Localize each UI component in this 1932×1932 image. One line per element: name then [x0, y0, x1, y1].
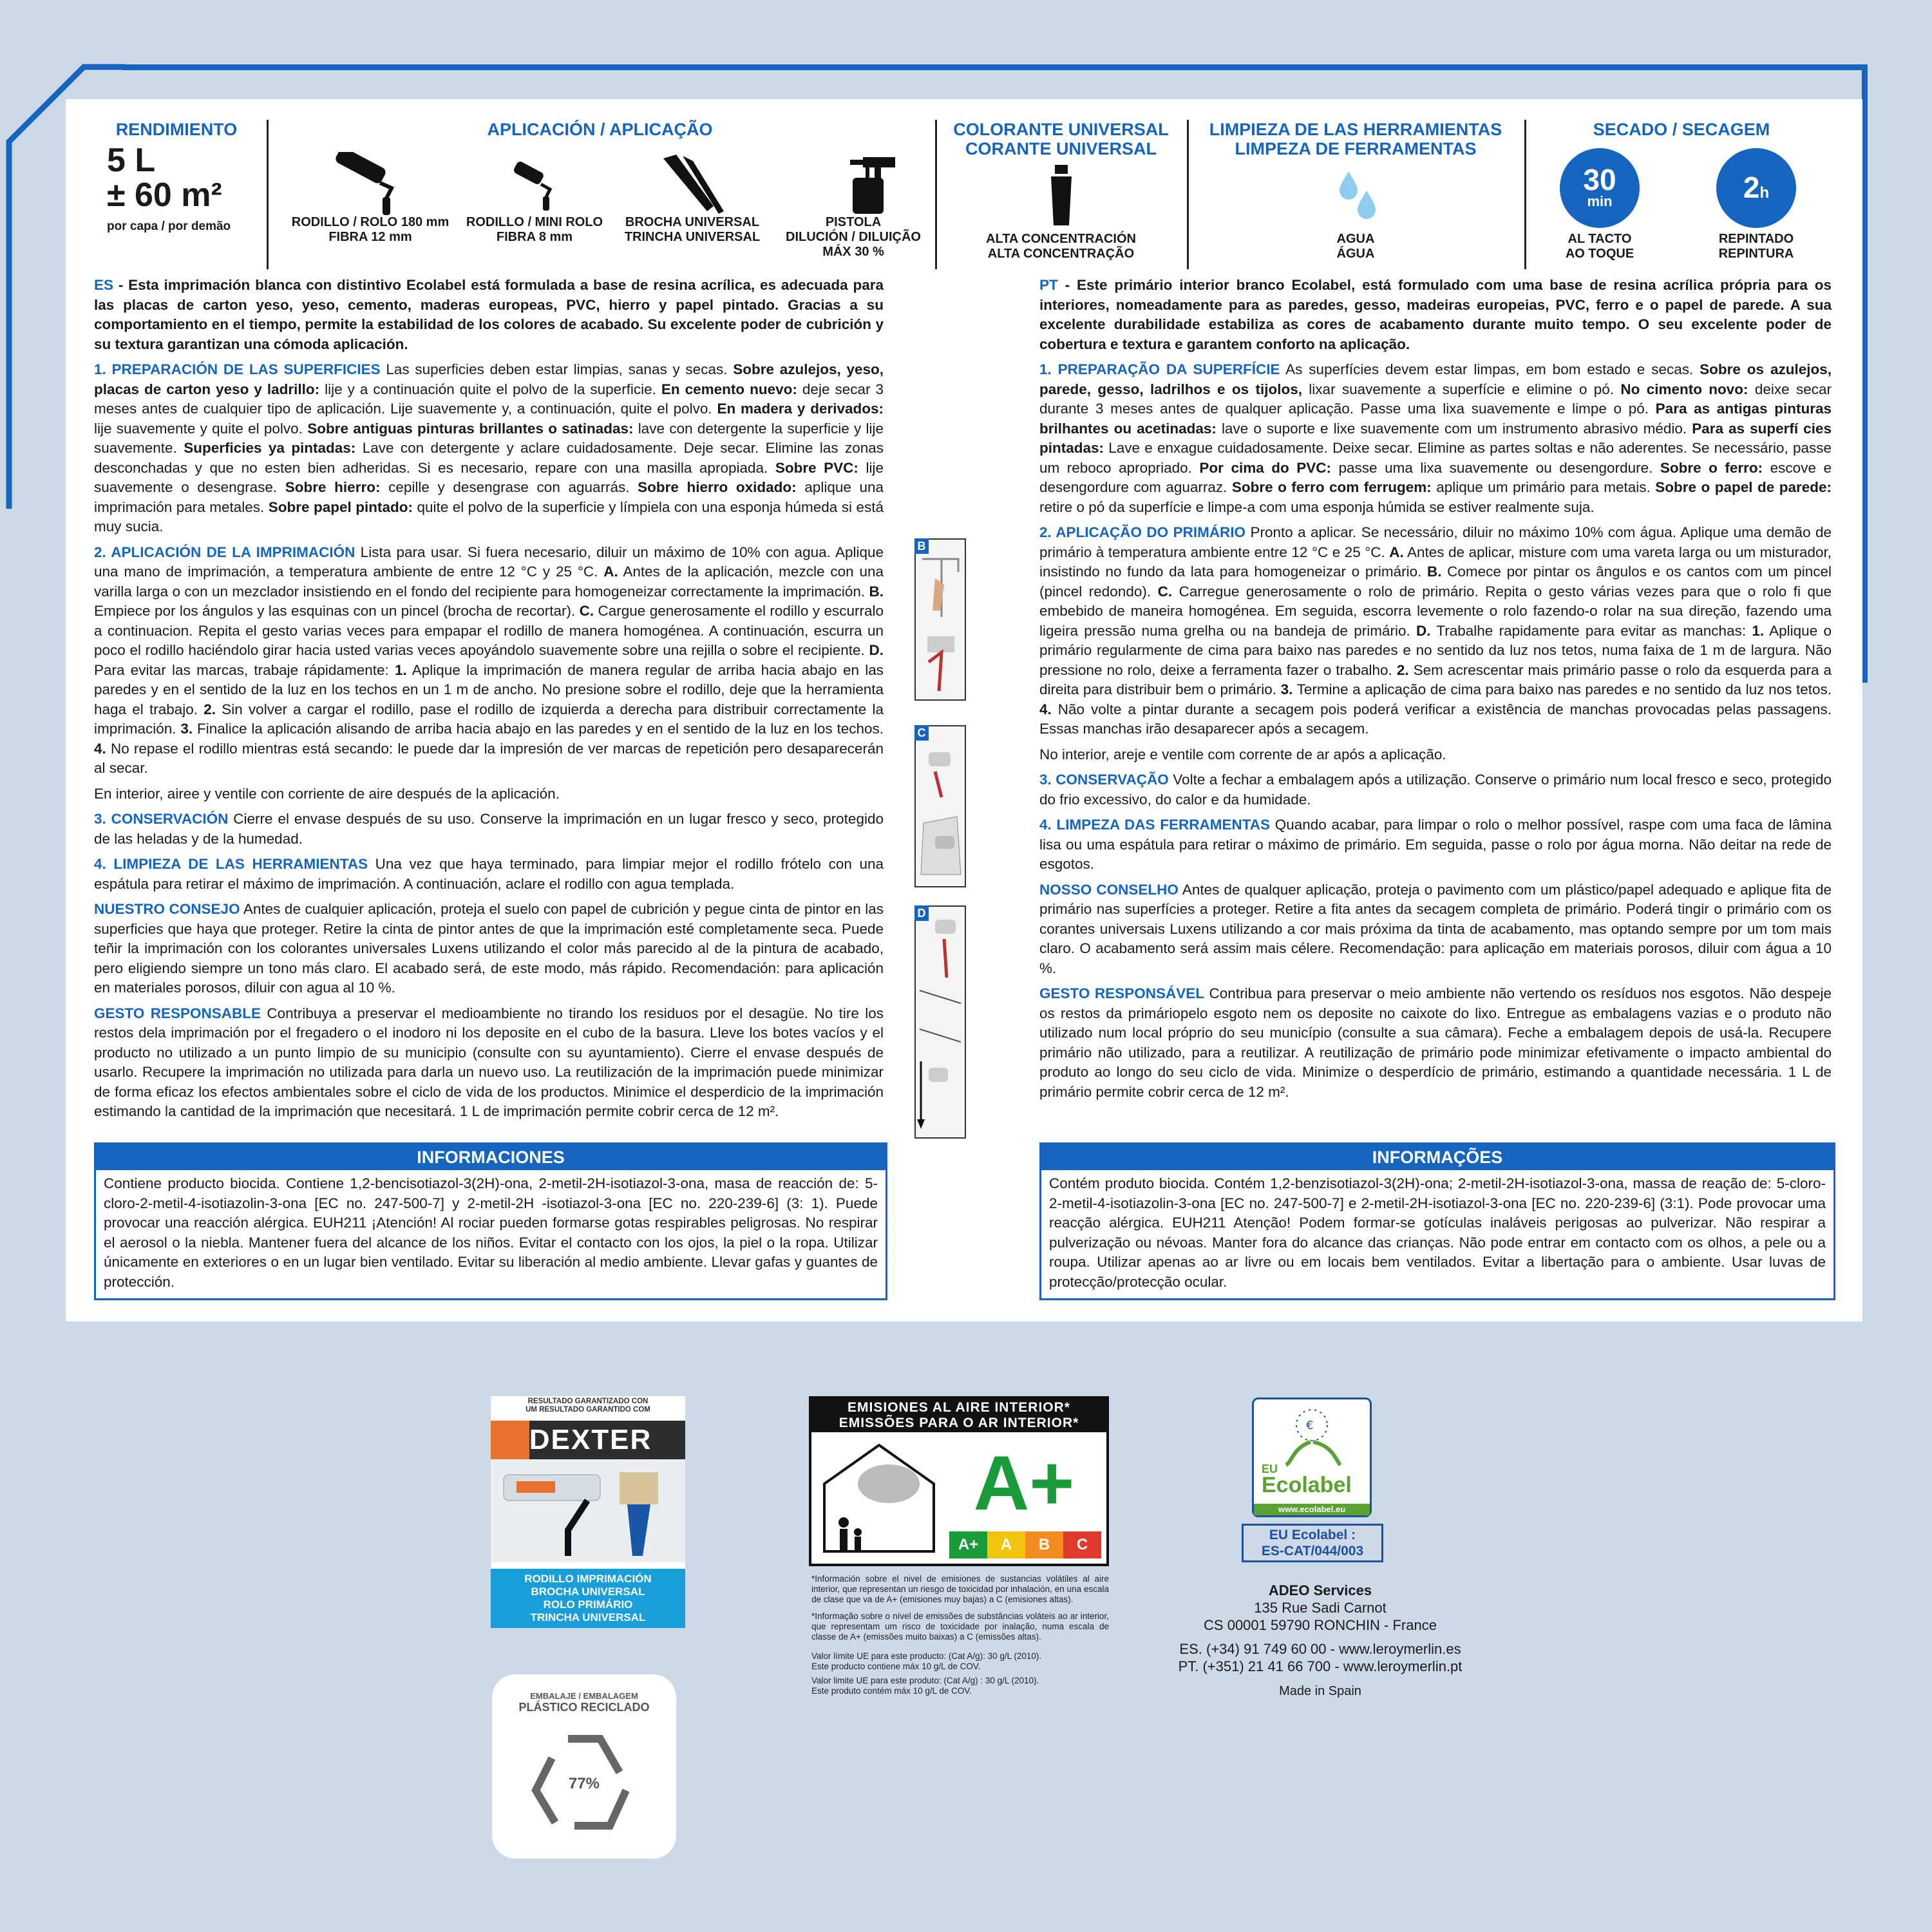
emissions-limit-es1: Valor límite UE para este producto: (Cat A/g): 30 g/L (2010).: [811, 1651, 1042, 1661]
pt-column: [1039, 276, 1832, 1108]
tool-roller-180-line2: FIBRA 12 mm: [328, 230, 412, 244]
touch-dry-line2: AO TOQUE: [1565, 247, 1634, 261]
es-s1-bold: Sobre azulejos, yeso, placas de carton yeso y ladrillo:: [94, 361, 884, 397]
dexter-top-line1: RESULTADO GARANTIZADO CON: [527, 1397, 649, 1405]
es-s2-step: 1.: [395, 661, 407, 678]
ecolabel-code-line1: EU Ecolabel :: [1269, 1528, 1356, 1542]
recycle-title: [492, 1691, 676, 1714]
pt-s2-text: Trabalhe rapidamente para evitar as manchas:: [1430, 622, 1752, 639]
pt-tip-text: Antes de qualquer aplicação, proteja o pavimento com um plástico/papel adequado e aplique fita de primário nas superfícies a proteger. Retire a fita antes da secagem completa de primário. Poderá tingir o primário com os corantes universais Luxens utilizando a cor mais próxima da tinta de acabamento, mas optando sempre por um tom mais claro. O acabamento será assim mais célere. Recomendação: para aplicação em materiais porosos, diluir com água a 10 %.: [1039, 881, 1832, 976]
recoat-value-group: [1716, 173, 1796, 210]
recycled-plastic-badge: [492, 1674, 676, 1859]
emissions-scale: [949, 1531, 1101, 1558]
es-s2-step: 3.: [180, 721, 193, 737]
pt-s1-text: retire o pó da superfície e limpe-a com uma esponja húmida se estiver realmente suja.: [1039, 498, 1595, 515]
ecolabel-code-line2: ES-CAT/044/003: [1261, 1544, 1364, 1558]
mini-roller-icon: [509, 161, 567, 213]
es-s2-step: A.: [603, 564, 618, 580]
company-contact-es: ES. (+34) 91 749 60 00 - www.leroymerlin.es: [1179, 1641, 1461, 1657]
es-tip: [94, 900, 884, 998]
es-info-text: Contiene producto biocida. Contiene 1,2-bencisotiazol-3(2H)-ona, 2-metil-2H-isotiazol-3-ona, masa de reacción de: 5-cloro-2-metil-4-isotiazolin-3-ona [EC no. 247-500-7] y 2-metil-2H -isotiazol-3-ona [EC no. 220-239-6] (3: 1). Puede provocar una reacción alérgica. EUH211 ¡Atención! Al rociar pueden formarse gotas respirables peligrosas. No respirar el aerosol o la niebla. Mantener fuera del alcance de los niños. Evitar el contacto con los ojos, la piel o la ropa. Utilizar únicamente en exteriores o en un lugar bien ventilado. Evitar su liberación al medio ambiente. Llevar gafas y guantes de protección.: [104, 1175, 878, 1290]
es-section-2: [94, 543, 884, 779]
pt-s2-text: Antes de aplicar, misture com uma vareta larga ou um misturador, insistindo no fundo da lata para homogeneizar o primário.: [1039, 544, 1832, 580]
es-s1-bold: En cemento nuevo:: [661, 381, 797, 397]
es-s1-text: Las superficies deben estar limpias, sanas y secas.: [380, 361, 734, 377]
dexter-badge: [491, 1396, 685, 1628]
es-s2-text: Empiece por los ángulos y las esquinas con un pincel (brocha de recortar).: [94, 603, 580, 619]
emissions-limit-pt2: Este produto contém máx 10 g/L de COV.: [811, 1686, 972, 1696]
pt-s2-text: Carregue generosamente o rolo de primário. Repita o gesto várias vezes para que o rolo fi que embebido de maneira homogénea. Em seguida, escorra levemente o rolo fazendo-o rolar na sua direção, fazendo uma ligeira pressão numa grelha ou na bandeja de primário.: [1039, 583, 1832, 639]
ecolabel-name: Ecolabel: [1262, 1473, 1352, 1497]
es-intro: [94, 276, 884, 354]
limpieza-caption: [1189, 232, 1522, 261]
pt-section-3: [1039, 770, 1832, 810]
pt-s3-text: Volte a fechar a embalagem após a utilização. Conserve o primário num local fresco e seco, protegido do frio excessivo, do calor e da humidade.: [1039, 772, 1832, 808]
rendimiento-volume: 5 L: [107, 142, 156, 179]
es-s2-title: 2. APLICACIÓN DE LA IMPRIMACIÓN: [94, 544, 355, 560]
header-divider: [267, 120, 269, 269]
pt-s2-text: Comece por pintar os ângulos e os cantos com um pincel (pincel redondo).: [1039, 564, 1832, 600]
pt-gesture-title: GESTO RESPONSÁVEL: [1039, 985, 1204, 1001]
es-s3-text: Cierre el envase después de su uso. Conserve la imprimación en un lugar fresco y seco, protegido de las heladas y de la humedad.: [94, 811, 884, 847]
recoat-timer-icon: [1716, 148, 1796, 228]
es-s2-text: Cargue generosamente el rodillo y escurralo a continuacion. Repita el gesto varias veces para empapar el rodillo de manera homogénea. A continuación, escurra un poco el rodillo haciéndolo girar hacia usted varias veces apoyándolo suavemente sobre una rejilla o sobre el recipiente.: [94, 603, 884, 658]
dexter-line3: ROLO PRIMÁRIO: [543, 1598, 633, 1611]
brush-icon: [657, 152, 728, 216]
pt-s1-bold: No cimento novo:: [1620, 381, 1748, 397]
tool-brush-line1: BROCHA UNIVERSAL: [625, 215, 760, 229]
pt-s1-bold: Para as antigas pinturas brilhantes ou acetinadas:: [1039, 401, 1832, 437]
es-gesture-title: GESTO RESPONSABLE: [94, 1005, 261, 1021]
svg-text:€: €: [1306, 1419, 1314, 1432]
tool-spray-gun-line3: MÁX 30 %: [822, 245, 884, 259]
tool-mini-roller: [460, 215, 609, 245]
dexter-line4: TRINCHA UNIVERSAL: [530, 1611, 646, 1624]
es-gesture-text: Contribuya a preservar el medioambiente no tirando los residuos por el desagüe. No tire los restos dela imprimación por el fregadero o el inodoro ni los deposite en el cubo de la basura. Lleve los botes vacíos y el producto no utilizado a un punto limpio de su municipio (consulte con su ayuntamiento). Cierre el envase después de usarlo. Recupere la imprimación no utilizada para darla un nuevo uso. La reutilización de la imprimación puede minimizar de forma eficaz los efectos ambientales sobre el ciclo de vida de los productos. Minimice el desperdicio de la imprimación estimando la cantidad de la imprimación que necesitará. 1 L de imprimación permite cobrir cerca de 12 m².: [94, 1005, 884, 1119]
emissions-grade: A+: [973, 1440, 1075, 1526]
ecolabel-eu: EU: [1262, 1463, 1278, 1475]
es-s1-text: quite el polvo de la superficie y límpiela con una esponja húmeda si está muy sucia.: [94, 498, 884, 535]
es-tip-title: NUESTRO CONSEJO: [94, 901, 240, 917]
dexter-logo: [491, 1421, 685, 1459]
pt-section-1: [1039, 360, 1832, 517]
recycle-percent: 77%: [568, 1775, 600, 1792]
dexter-brand: DEXTER: [529, 1424, 652, 1455]
es-section-3: [94, 810, 884, 849]
water-drops-icon: [1336, 169, 1381, 223]
es-s4-title: 4. LIMPIEZA DE LAS HERRAMIENTAS: [94, 856, 368, 872]
pt-s1-text: As superfícies devem estar limpas, em bom estado e secas.: [1280, 361, 1700, 377]
company-info: [1140, 1582, 1501, 1700]
recoat-caption: [1692, 232, 1821, 261]
colorante-title2: CORANTE UNIVERSAL: [965, 139, 1157, 158]
emissions-limit-es: [811, 1651, 1109, 1672]
step-c-illustration: [914, 725, 966, 887]
pt-s1-text: deixe secar durante 3 meses antes de qualquer aplicação. Passe uma lixa suavemente e limpe o pó.: [1039, 381, 1832, 417]
tool-mini-roller-line2: FIBRA 8 mm: [496, 230, 573, 244]
frame-top-line: [122, 64, 1868, 70]
pt-s2-step: 1.: [1752, 622, 1765, 639]
pt-s2-text: Não volte a pintar durante a secagem pois poderá verificar a existência de manchas provocadas pelas passagens. Essas manchas irão desaparecer após a secagem.: [1039, 701, 1832, 737]
class-a-plus: A+: [949, 1531, 987, 1558]
pt-s2-step: D.: [1416, 622, 1431, 639]
pt-s1-text: Lave e enxague cuidadosamente. Deixe secar. Elimine as partes soltas e não aderentes. Se necessário, passe um reboco apropriado.: [1039, 440, 1832, 476]
pt-s1-text: aplique um primário para metais.: [1431, 479, 1656, 495]
es-s2-text: Sin volver a cargar el rodillo, pase el rodillo de izquierda a derecha para distribuir correctamente la imprimación.: [94, 701, 884, 737]
emissions-notes: [811, 1574, 1109, 1696]
emissions-label: [809, 1396, 1109, 1566]
ecolabel-code: [1242, 1524, 1383, 1562]
ecolabel-url: www.ecolabel.eu: [1254, 1504, 1370, 1515]
es-s1-text: lije suavemente o desengrase.: [94, 459, 884, 495]
pt-s2-text: Termine a aplicação de cima para baixo nas paredes e no sentido da luz nos tetos.: [1293, 681, 1832, 697]
colorant-tube-icon: [1048, 165, 1074, 227]
es-s1-title: 1. PREPARACIÓN DE LAS SUPERFICIES: [94, 361, 381, 377]
recycle-line1: EMBALAJE / EMBALAGEM: [530, 1691, 638, 1701]
recoat-line2: REPINTURA: [1718, 247, 1794, 261]
step-c-label: C: [914, 725, 929, 741]
recoat-unit: h: [1759, 184, 1770, 202]
step-d-drawing: [916, 907, 965, 1137]
pt-lang-code: PT: [1039, 277, 1058, 293]
pt-section-2: [1039, 523, 1832, 739]
es-s1-bold: Sobre papel pintado:: [268, 498, 413, 515]
es-s1-text: aplique una imprimación para metales.: [94, 479, 884, 515]
tool-roller-180-line1: RODILLO / ROLO 180 mm: [291, 215, 450, 229]
es-s2-step: 2.: [204, 701, 216, 717]
es-s2-text: Antes de la aplicación, mezcle con una varilla larga o con un mezclador insistiendo en el fondo del recipiente para homogeneizar correctamente la imprimación.: [94, 564, 884, 600]
es-lang-code: ES: [94, 277, 114, 293]
touch-dry-line1: AL TACTO: [1567, 232, 1632, 246]
pt-s1-bold: Sobre o ferro com ferrugem:: [1231, 479, 1432, 495]
pt-s1-text: lave o suporte e lixe suavemente com um instrumento abrasivo médio.: [1216, 420, 1692, 437]
es-intro-text: - Esta imprimación blanca con distintivo Ecolabel está formulada a base de resina acrílica, es adecuada para las placas de carton yeso, yeso, cemento, maderas europeas, PVC, hierro y papel pintado. Gracias a su comportamiento en el tiempo, permite la estabilidad de los colores de acabado. Su excelente poder de cubrición y su textura garantizan una cómoda aplicación.: [94, 277, 884, 352]
pt-s2-step: 4.: [1039, 701, 1052, 717]
company-contact-pt: PT. (+351) 21 41 66 700 - www.leroymerlin.pt: [1178, 1658, 1463, 1674]
ecolabel-flower-icon: [1273, 1403, 1350, 1468]
pt-intro-text: - Este primário interior branco Ecolabel, está formulado com uma base de resina acrílica própria para os interiores, nomeadamente para as paredes, gesso, madeiras europeias, PVC, ferro e o papel de parede. A sua excelente durabilidade estabiliza as cores de acabamento durante muito tempo. O seu excelente poder de cobertura e textura e garantem conforto na aplicação.: [1039, 277, 1832, 352]
roller-180-icon: [328, 152, 412, 216]
pt-s1-bold: Sobre o papel de parede:: [1655, 479, 1832, 495]
emissions-limit-pt1: Valor limite UE para este produto: (Cat A/g) : 30 g/L (2010).: [811, 1676, 1039, 1685]
es-info-box: [94, 1142, 887, 1300]
touch-dry-unit: min: [1587, 193, 1613, 209]
tool-roller-180: [270, 215, 470, 245]
es-s1-text: lave con detergente la superficie y lije suavemente.: [94, 420, 884, 456]
limpieza-line1: AGUA: [1336, 232, 1375, 246]
pt-gesture: [1039, 984, 1832, 1102]
emissions-note-pt: *Informação sobre o nível de emissões de substâncias voláteis ao ar interior, que representam um risco de toxicidade por inalação, numa escala de classe de A+ (emissões muito baixas) a C (emissões altas).: [811, 1611, 1109, 1642]
es-section-4: [94, 855, 884, 894]
step-b-illustration: [914, 538, 966, 701]
pt-tip-title: NOSSO CONSELHO: [1039, 881, 1179, 898]
es-s1-bold: En madera y derivados:: [717, 401, 884, 417]
es-s2-text: Aplique la imprimación de manera regular de arriba hacia abajo en las paredes y en el sentido de la luz en los techos en un 1 m de ancho. No presione sobre el rodillo, deje que la herramienta haga el trabajo.: [94, 661, 884, 717]
pt-s1-text: lixar suavemente a superfície e elimine o pó.: [1302, 381, 1621, 397]
es-tip-text: Antes de cualquier aplicación, proteja el suelo con papel de cubrición y pegue cinta de pintor en las superficies que haya que proteger. Retire la cinta de pintor antes de que la imprimación esté completamente seca. Puede teñir la imprimación con los colorantes universales Luxens utilizando el color más parecido al de la pintura de acabado, pero eligiendo siempre un tono más claro. El acabado será, de este modo, más rápido. Recomendación: para aplicación en materiales porosos, diluir con agua al 10 %.: [94, 901, 884, 996]
pt-gesture-text: Contribua para preservar o meio ambiente não vertendo os resíduos nos esgotos. Não despeje os restos da primáriopelo esgoto nem os deposite no caixote do lixo. Entregue as embalagens vazias e o produto não utilizado num local próprio do seu município (consulte a sua câmara). Feche a embalagem depois de usá-la. Recupere primário não utilizado, para a reutilizar. A reutilização de primário pode minimizar efetivamente o impacto ambiental do produto ao longo do seu ciclo de vida. Minimize o desperdício de primário, estimando a quantidade necessária. 1 L de primário permite cobrir cerca de 12 m².: [1039, 985, 1832, 1100]
house-cloud-icon: [818, 1439, 940, 1555]
colorante-caption: [938, 232, 1184, 261]
pt-s2-text: Aplique o primário regularmente de cima para baixo nas paredes e no sentido da luz nos tetos, numa faixa de 1 m de largura. Não pressione no rolo, deixe a ferramenta fazer o trabalho.: [1039, 622, 1832, 678]
es-s1-text: deje secar 3 meses antes de cualquier tipo de aplicación. Lije suavemente y, a continuación, quite el polvo.: [94, 381, 884, 417]
pt-s4-text: Quando acabar, para limpar o rolo o melhor possível, raspe com uma faca de lâmina lisa ou uma espátula para retirar o máximo de primário. Em seguida, passe o rolo por água morna. Não deitar na rede de esgotos.: [1039, 817, 1832, 872]
dexter-top-text: [491, 1396, 685, 1414]
pt-s2-step: B.: [1427, 564, 1442, 580]
step-c-drawing: [916, 726, 965, 886]
roller-brush-photo: [491, 1459, 685, 1562]
dexter-line1: RODILLO IMPRIMACIÓN: [524, 1573, 652, 1585]
es-s1-text: lije suavemente y quite el polvo.: [94, 420, 308, 437]
touch-dry-value: 30: [1583, 163, 1616, 196]
es-s1-bold: Superficies ya pintadas:: [184, 440, 356, 456]
limpieza-title1: LIMPIEZA DE LAS HERRAMIENTAS: [1209, 120, 1502, 139]
es-s1-text: Lave con detergente y aclare cuidadosamente. Deje secar. Elimine las zonas desconchadas y que no esten bien adheridas. Si es necesario, repare con una masilla apropiada.: [94, 440, 884, 476]
tool-spray-gun: [776, 215, 931, 260]
emissions-note-es: *Información sobre el nivel de emisiones de sustancias volátiles al aire interior, que representan un riesgo de toxicidad por inhalación, en una escala de clase que va de A+ (emisiones muy bajas) a C (emisiones altas).: [811, 1574, 1109, 1604]
limpieza-title2: LIMPEZA DE FERRAMENTAS: [1235, 139, 1477, 158]
emissions-title1: EMISIONES AL AIRE INTERIOR*: [848, 1400, 1070, 1415]
header-divider: [1187, 120, 1189, 269]
tool-spray-gun-line1: PISTOLA: [825, 215, 882, 229]
secado-title: SECADO / SECAGEM: [1593, 120, 1770, 139]
pt-tip: [1039, 880, 1832, 979]
class-b: B: [1025, 1531, 1063, 1558]
recycle-line2: PLÁSTICO RECICLADO: [518, 1701, 650, 1714]
touch-dry-timer-icon: [1560, 148, 1640, 228]
emissions-limit-es2: Este producto contiene máx 10 g/L de COV.: [811, 1662, 981, 1671]
ecolabel-badge: [1252, 1397, 1372, 1517]
pt-info-box: [1039, 1142, 1835, 1300]
tool-brush: [615, 215, 770, 245]
es-s1-text: lije y a continuación quite el polvo de la superficie.: [319, 381, 661, 397]
limpieza-line2: ÁGUA: [1336, 247, 1375, 261]
es-info-title: INFORMACIONES: [96, 1144, 886, 1170]
step-b-label: B: [914, 538, 929, 554]
touch-dry-caption: [1535, 232, 1664, 261]
es-s2-step: B.: [869, 583, 884, 600]
pt-s1-title: 1. PREPARAÇÃO DA SUPERFÍCIE: [1039, 361, 1280, 377]
es-s2-step: D.: [869, 642, 884, 658]
class-c: C: [1063, 1531, 1101, 1558]
spray-gun-icon: [837, 152, 908, 216]
step-d-label: D: [914, 905, 929, 921]
pt-s2-step: 2.: [1396, 661, 1409, 678]
pt-info-title: INFORMAÇÕES: [1041, 1144, 1833, 1170]
dexter-bottom-band: [491, 1569, 685, 1628]
pt-s2-step: A.: [1389, 544, 1404, 560]
header-divider: [1524, 120, 1526, 269]
company-addr2: CS 00001 59790 RONCHIN - France: [1204, 1617, 1437, 1633]
pt-s4-title: 4. LIMPEZA DAS FERRAMENTAS: [1039, 817, 1271, 833]
aplicacion-title: APLICACIÓN / APLICAÇÃO: [487, 120, 713, 139]
es-s2-text: Finalice la aplicación alisando de arriba hacia abajo en las paredes y en el sentido de la luz en los techos.: [193, 721, 884, 737]
pt-s2-text: Pronto a aplicar. Se necessário, diluir no máximo 10% com água. Aplique uma demão de primário à temperatura ambiente entre 12 °C e 25 °C.: [1039, 524, 1832, 560]
rendimiento-per-coat: por capa / por demão: [107, 220, 231, 233]
es-s2-text: Para evitar las marcas, trabaje rápidamente:: [94, 661, 395, 678]
recoat-line1: REPINTADO: [1718, 232, 1794, 246]
dexter-product-photo: [491, 1459, 685, 1562]
dexter-line2: BROCHA UNIVERSAL: [531, 1586, 645, 1598]
dexter-top-line2: UM RESULTADO GARANTIDO COM: [526, 1406, 650, 1414]
frame-right-line: [1862, 64, 1868, 683]
es-s2-text: No repase el rodillo mientras está secando: le puede dar la impresión de ver marcas de repetición pero desaparecerán al secar.: [94, 740, 884, 776]
es-s2-step: C.: [579, 603, 594, 619]
es-s2-text: Lista para usar. Si fuera necesario, diluir un máximo de 10% con agua. Aplique una mano de imprimación, a temperatura ambiente de entre 12 °C y 25 °C.: [94, 544, 884, 580]
pt-s1-bold: Sobre os azulejos, parede, gesso, ladrilhos e os tijolos,: [1039, 361, 1832, 397]
step-d-illustration: [914, 905, 966, 1139]
rendimiento-title: RENDIMIENTO: [115, 120, 238, 139]
colorante-line2: ALTA CONCENTRAÇÃO: [987, 247, 1135, 261]
recoat-value: 2: [1743, 171, 1760, 204]
es-s1-bold: Sobre PVC:: [775, 459, 858, 476]
header-divider: [935, 120, 937, 269]
step-b-drawing: [916, 540, 965, 699]
tool-spray-gun-line2: DILUCIÓN / DILUIÇÃO: [786, 230, 921, 244]
pt-s2-title: 2. APLICAÇÃO DO PRIMÁRIO: [1039, 524, 1246, 540]
es-gesture: [94, 1004, 884, 1122]
rendimiento-coverage: ± 60 m²: [107, 176, 222, 214]
es-s3-title: 3. CONSERVACIÓN: [94, 811, 229, 827]
pt-s2-step: C.: [1157, 583, 1173, 600]
pt-s1-bold: Por cima do PVC:: [1199, 459, 1331, 476]
pt-interior-note: No interior, areje e ventile com corrente de ar após a aplicação.: [1039, 746, 1446, 762]
es-interior-note: En interior, airee y ventile con corriente de aire después de la aplicación.: [94, 785, 560, 802]
es-s1-text: cepille y desengrase con aguarrás.: [380, 479, 638, 495]
pt-section-4: [1039, 815, 1832, 875]
pt-s1-text: escove e desengordure com aguarraz.: [1039, 459, 1832, 495]
es-s1-bold: Sobre hierro oxidado:: [638, 479, 797, 495]
es-s4-text: Una vez que haya terminado, para limpiar mejor el rodillo frótelo con una espátula para retirar el máximo de imprimación. A continuación, aclare el rodillo con agua templada.: [94, 856, 884, 892]
es-column: [94, 276, 884, 1128]
colorante-line1: ALTA CONCENTRACIÓN: [986, 232, 1136, 246]
emissions-title: [811, 1399, 1106, 1432]
es-section-1: [94, 360, 884, 537]
pt-s1-bold: Para as superfí cies pintadas:: [1039, 420, 1832, 456]
emissions-limit-pt: [811, 1676, 1109, 1696]
pt-s2-step: 3.: [1280, 681, 1293, 697]
company-addr1: 135 Rue Sadi Carnot: [1254, 1600, 1387, 1616]
header-rendimiento: [90, 120, 263, 269]
es-s1-bold: Sobre antiguas pinturas brillantes o satinadas:: [307, 420, 634, 437]
colorante-title1: COLORANTE UNIVERSAL: [953, 120, 1169, 139]
class-a: A: [987, 1531, 1025, 1558]
pt-s1-bold: Sobre o ferro:: [1660, 459, 1763, 476]
pt-info-text: Contém produto biocida. Contém 1,2-benzisotiazol-3(2H)-ona; 2-metil-2H-isotiazol-3-ona, massa de reação de: 5-cloro-2-metil-4-isotiazolin-3-ona [EC no. 247-500-7] e 2-metil-2H-isotiazol-3-ona [EC no. 220-239-6] (3:1). Pode provocar uma reacção alérgica. EUH211 Atenção! Podem formar-se gotículas inaláveis perigosas ao pulverizar. Não respirar a pulverização ou névoas. Manter fora do alcance das crianças. Não pode entrar em contacto com os olhos, a pele ou a roupa. Utilizar apenas ao ar livre ou em locais bem ventilados. Evitar a libertação para o ambiente. Usar luvas de protecção/protecção ocular.: [1049, 1175, 1826, 1290]
pt-s1-text: passe uma lixa suavemente ou desengordure.: [1331, 459, 1660, 476]
es-s2-step: 4.: [94, 740, 106, 757]
made-in: Made in Spain: [1279, 1684, 1361, 1698]
emissions-title2: EMISSÕES PARA O AR INTERIOR*: [838, 1416, 1079, 1430]
tool-brush-line2: TRINCHA UNIVERSAL: [624, 230, 761, 244]
company-name: ADEO Services: [1268, 1582, 1372, 1598]
pt-intro: [1039, 276, 1832, 354]
es-s1-bold: Sobre hierro:: [285, 479, 381, 495]
pt-s2-text: Sem acrescentar mais primário passe o rolo da esquerda para a direita para distribuir bem o primário.: [1039, 661, 1832, 697]
pt-s3-title: 3. CONSERVAÇÃO: [1039, 772, 1169, 788]
tool-mini-roller-line1: RODILLO / MINI ROLO: [466, 215, 603, 229]
